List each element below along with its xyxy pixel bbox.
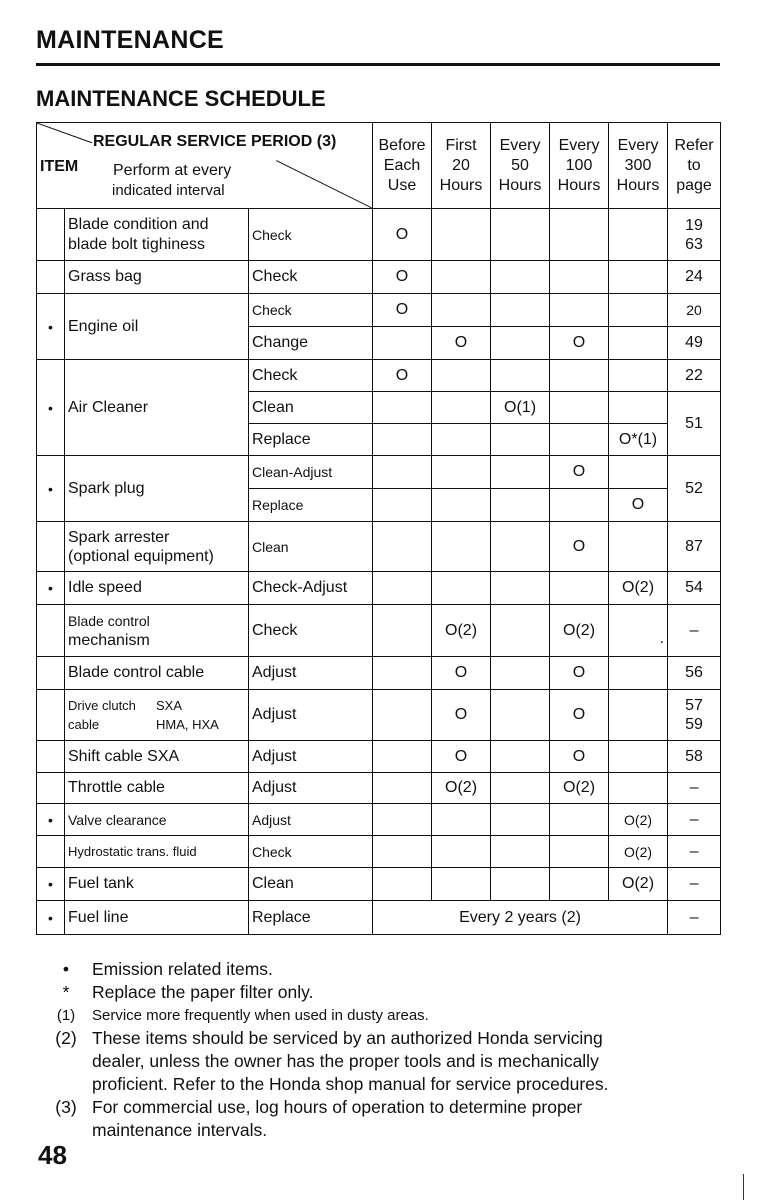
footnotes <box>40 958 720 1142</box>
page-cell: – <box>668 804 721 836</box>
item-cell: Fuel line <box>65 901 249 935</box>
col-every-100-hours: Every 100 Hours <box>550 123 609 209</box>
table-header-row <box>37 123 721 209</box>
page-cell: – <box>668 605 721 657</box>
footnote-item: (3) For commercial use, log hours of operation to determine proper maintenance intervals. <box>55 1097 583 1140</box>
heading-rule <box>36 63 720 66</box>
interval-mark: O <box>550 456 609 489</box>
interval-mark: O <box>550 690 609 741</box>
action-cell: Replace <box>249 424 373 456</box>
footnote-item: * Replace the paper filter only. <box>62 982 314 1002</box>
col-every-300-hours: Every 300 Hours <box>609 123 668 209</box>
interval-mark: O <box>550 522 609 572</box>
interval-mark: O(2) <box>432 773 491 804</box>
item-cell: Blade control mechanism <box>65 605 249 657</box>
col-refer-to-page: Refer to page <box>668 123 721 209</box>
item-cell: Engine oil <box>65 294 249 360</box>
interval-mark: O(2) <box>432 605 491 657</box>
interval-mark: O(2) <box>609 868 668 901</box>
table-row <box>37 605 721 657</box>
table-row <box>37 804 721 836</box>
action-cell: Change <box>249 327 373 360</box>
action-cell: Check <box>249 261 373 294</box>
item-cell: Drive clutch SXA cable HMA, HXA <box>65 690 249 741</box>
item-cell: Blade condition and blade bolt tighiness <box>65 209 249 261</box>
interval-mark: O <box>373 294 432 327</box>
emission-bullet: • <box>37 868 65 901</box>
interval-mark: O(2) <box>609 804 668 836</box>
item-cell: Shift cable SXA <box>65 741 249 773</box>
interval-mark: O <box>373 261 432 294</box>
action-cell: Clean <box>249 392 373 424</box>
col-before-each-use: Before Each Use <box>373 123 432 209</box>
page-cell: 49 <box>668 327 721 360</box>
table-row <box>37 261 721 294</box>
header-perform-line1: Perform at every <box>113 162 232 179</box>
stray-dot: . <box>609 605 668 657</box>
action-cell: Check <box>249 360 373 392</box>
page-cell: – <box>668 773 721 804</box>
emission-bullet: • <box>37 572 65 605</box>
page-cell: 22 <box>668 360 721 392</box>
page-cell: – <box>668 901 721 935</box>
action-cell: Clean-Adjust <box>249 456 373 489</box>
action-cell: Adjust <box>249 741 373 773</box>
page-cell: 57 59 <box>668 690 721 741</box>
item-cell: Idle speed <box>65 572 249 605</box>
emission-bullet: • <box>37 294 65 360</box>
interval-mark: O <box>432 327 491 360</box>
page-cell: 51 <box>668 392 721 456</box>
table-row <box>37 773 721 804</box>
item-cell: Grass bag <box>65 261 249 294</box>
action-cell: Adjust <box>249 804 373 836</box>
interval-mark: O(2) <box>609 836 668 868</box>
item-cell: Spark arrester (optional equipment) <box>65 522 249 572</box>
action-cell: Replace <box>249 489 373 522</box>
table-row <box>37 657 721 690</box>
interval-mark: O <box>373 209 432 261</box>
interval-mark: O(2) <box>550 605 609 657</box>
header-regular-service-period: REGULAR SERVICE PERIOD (3) <box>93 133 337 150</box>
maintenance-schedule-table <box>36 122 721 935</box>
table-row <box>37 836 721 868</box>
item-cell: Valve clearance <box>65 804 249 836</box>
table-row <box>37 868 721 901</box>
page-cell: – <box>668 836 721 868</box>
header-item: ITEM <box>40 158 79 175</box>
footnote-item: (2) These items should be serviced by an authorized Honda servicing dealer, unless the owner has the proper tools and is mechanically proficient. Refer to the Honda shop manual for service procedures. <box>55 1028 609 1094</box>
emission-bullet: • <box>37 360 65 456</box>
interval-mark: O <box>373 360 432 392</box>
item-cell: Blade control cable <box>65 657 249 690</box>
page-cell: 52 <box>668 456 721 522</box>
action-cell: Check <box>249 836 373 868</box>
interval-mark: O <box>432 690 491 741</box>
col-first-20-hours: First 20 Hours <box>432 123 491 209</box>
interval-mark: O <box>550 657 609 690</box>
page-cell: 87 <box>668 522 721 572</box>
page-cell: 24 <box>668 261 721 294</box>
interval-mark: O(2) <box>609 572 668 605</box>
page-cell: 56 <box>668 657 721 690</box>
action-cell: Adjust <box>249 690 373 741</box>
interval-mark: O*(1) <box>609 424 668 456</box>
interval-mark: O <box>550 741 609 773</box>
interval-mark: O <box>432 657 491 690</box>
interval-mark: O <box>550 327 609 360</box>
page-cell: – <box>668 868 721 901</box>
edge-mark <box>743 1174 744 1200</box>
table-row <box>37 209 721 261</box>
table-row <box>37 690 721 741</box>
interval-mark: O <box>609 489 668 522</box>
action-cell: Clean <box>249 868 373 901</box>
interval-mark: O(1) <box>491 392 550 424</box>
emission-bullet: • <box>37 456 65 522</box>
action-cell: Clean <box>249 522 373 572</box>
emission-bullet: • <box>37 804 65 836</box>
item-cell: Air Cleaner <box>65 360 249 456</box>
page-cell: 19 63 <box>668 209 721 261</box>
footnote-item: • Emission related items. <box>62 959 273 979</box>
table-row <box>37 741 721 773</box>
table-row <box>37 901 721 935</box>
item-cell: Hydrostatic trans. fluid <box>65 836 249 868</box>
table-row <box>37 572 721 605</box>
table-row <box>37 522 721 572</box>
table-row <box>37 294 721 327</box>
interval-span: Every 2 years (2) <box>373 901 668 935</box>
footnote-item: (1) Service more frequently when used in dusty areas. <box>56 1007 429 1024</box>
interval-mark: O(2) <box>550 773 609 804</box>
emission-bullet: • <box>37 901 65 935</box>
header-perform-line2: indicated interval <box>112 182 225 199</box>
action-cell: Check <box>249 209 373 261</box>
action-cell: Check <box>249 605 373 657</box>
action-cell: Check <box>249 294 373 327</box>
action-cell: Check-Adjust <box>249 572 373 605</box>
page-heading: MAINTENANCE <box>36 26 225 54</box>
action-cell: Adjust <box>249 773 373 804</box>
item-cell: Spark plug <box>65 456 249 522</box>
action-cell: Adjust <box>249 657 373 690</box>
page-cell: 20 <box>668 294 721 327</box>
action-cell: Replace <box>249 901 373 935</box>
table-row <box>37 360 721 392</box>
item-cell: Fuel tank <box>65 868 249 901</box>
col-every-50-hours: Every 50 Hours <box>491 123 550 209</box>
table-row <box>37 456 721 489</box>
item-cell: Throttle cable <box>65 773 249 804</box>
section-title: MAINTENANCE SCHEDULE <box>36 86 326 111</box>
page-cell: 58 <box>668 741 721 773</box>
page-cell: 54 <box>668 572 721 605</box>
page-number: 48 <box>38 1140 67 1170</box>
interval-mark: O <box>432 741 491 773</box>
header-diagonal-cell <box>37 123 373 209</box>
